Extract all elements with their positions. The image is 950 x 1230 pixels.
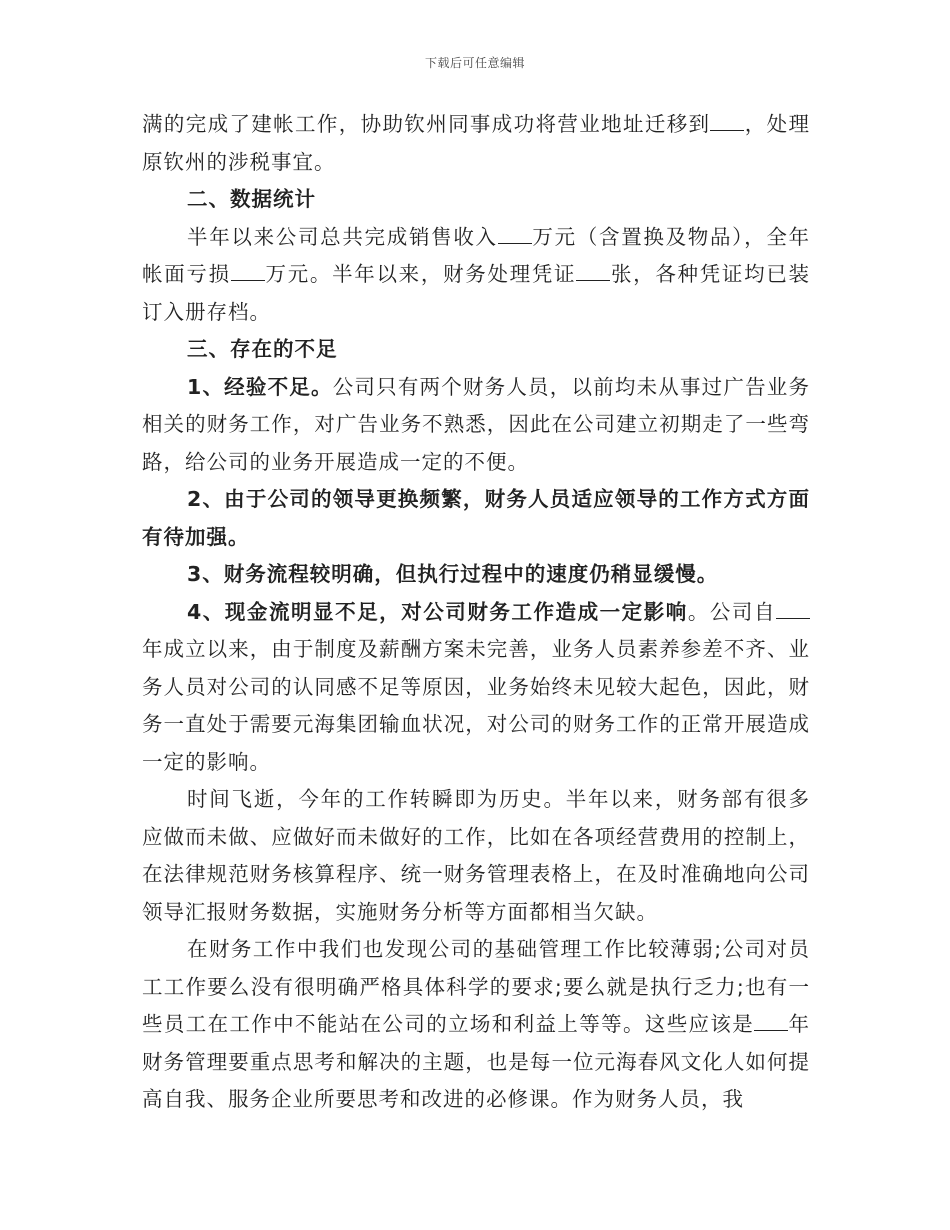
paragraph-statistics	[142, 219, 810, 332]
text-run: 万元（含置换及物品），全年帐面亏损	[142, 224, 811, 286]
paragraph-time: 时间飞逝，今年的工作转瞬即为历史。半年以来，财务部有很多应做而未做、应做好而未做好的工作，比如在各项经营费用的控制上，在法律规范财务核算程序、统一财务管理表格上，在及时准确地向公司领导汇报财务数据，实施财务分析等方面都相当欠缺。	[142, 787, 810, 924]
list-item	[142, 369, 810, 482]
text-run: ，处理原钦州的涉税事宜。	[142, 112, 811, 174]
item-title: 4、现金流明显不足，对公司财务工作造成一定影响	[187, 599, 688, 624]
blank-line	[576, 262, 610, 281]
text-run: 万元。半年以来，财务处理凭证	[264, 262, 577, 286]
blank-line	[710, 112, 744, 131]
blank-line	[231, 262, 265, 281]
item-title: 1、经验不足。	[187, 374, 333, 399]
document-body	[142, 106, 810, 1119]
section-heading-shortcomings: 三、存在的不足	[187, 337, 338, 361]
text-run: 年财务管理要重点思考和解决的主题，也是每一位元海春风文化人如何提高自我、服务企业所要思考和改进的必修课。作为财务人员，我	[142, 1012, 811, 1111]
blank-line	[498, 224, 532, 243]
text-run: 。公司自	[687, 599, 777, 624]
text-run: 张，各种凭证均已装订入册存档。	[142, 262, 811, 324]
list-item: 3、财务流程较明确，但执行过程中的速度仍稍显缓慢。	[187, 562, 719, 586]
paragraph-continuation	[142, 106, 810, 181]
blank-line	[754, 1012, 788, 1031]
list-item	[142, 594, 810, 782]
text-run: 年成立以来，由于制度及薪酬方案未完善，业务人员素养参差不齐、业务人员对公司的认同感不足等原因，业务始终未见较大起色，因此，财务一直处于需要元海集团输血状况，对公司的财务工作的正常开展造成一定的影响。	[142, 637, 810, 774]
text-run: 在财务工作中我们也发现公司的基础管理工作比较薄弱;公司对员工工作要么没有很明确严格具体科学的要求;要么就是执行乏力;也有一些员工在工作中不能站在公司的立场和利益上等等。这些应该是	[142, 937, 810, 1036]
blank-line	[776, 599, 810, 618]
list-item: 2、由于公司的领导更换频繁，财务人员适应领导的工作方式方面有待加强。	[142, 487, 810, 549]
section-heading-statistics: 二、数据统计	[187, 187, 316, 211]
text-run: 满的完成了建帐工作，协助钦州同事成功将营业地址迁移到	[142, 112, 711, 136]
item-text: 公司只有两个财务人员，以前均未从事过广告业务相关的财务工作，对广告业务不熟悉，因此在公司建立初期走了一些弯路，给公司的业务开展造成一定的不便。	[142, 374, 811, 474]
page-header: 下载后可任意编辑	[424, 56, 525, 70]
text-run: 半年以来公司总共完成销售收入	[187, 224, 498, 249]
paragraph-management	[142, 931, 810, 1119]
